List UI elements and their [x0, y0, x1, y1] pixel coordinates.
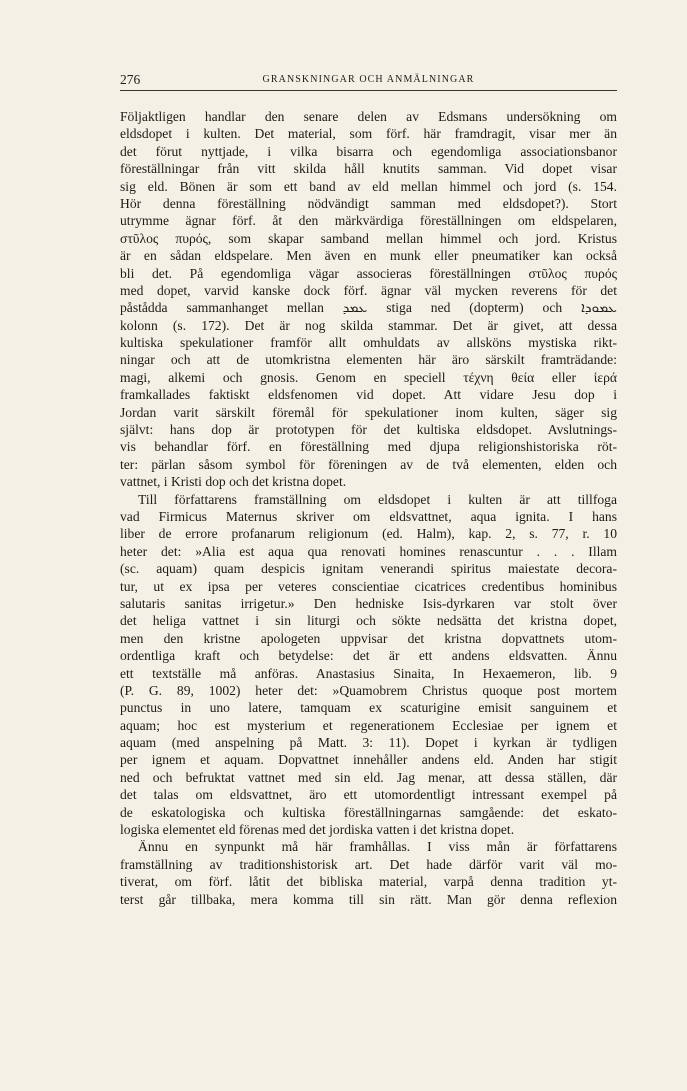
page-number: 276: [120, 72, 141, 87]
running-title: GRANSKNINGAR OCH ANMÄLNINGAR: [262, 74, 475, 85]
text-line: framställning av traditionshistorisk art. Det hade därför varit väl mo-: [120, 856, 617, 872]
body-text: [120, 108, 617, 908]
text-line: liber de errore profanarum religionum (ed. Halm), kap. 2, s. 77, r. 10: [120, 526, 617, 542]
text-line: vattnet, i Kristi dop och det kristna dopet.: [120, 474, 347, 490]
text-line: bli det. På egendomliga vägar associeras föreställningen στῦλος πυρός: [120, 265, 617, 281]
text-line: Till författarens framställning om eldsdopet i kulten är att tillfoga: [138, 491, 617, 507]
text-line: logiska elementet eld förenas med det jordiska vatten i det kristna dopet.: [120, 822, 515, 838]
text-line: framkallades faktiskt eldsfenomen vid dopet. Att vidare Jesu dop i: [120, 387, 617, 403]
text-line: (sc. aquam) quam despicis ignitam venerandi spiritus maiestate decora-: [120, 561, 617, 577]
text-line: tiverat, om förf. låtit det bibliska material, varpå denna tradition yt-: [120, 874, 617, 890]
text-line: ordentliga kraft och betydelse: det är ett andens eldsvatten. Ännu: [120, 648, 617, 664]
text-line: aquam; hoc est mysterium et regenerationem Ecclesiae per ignem et: [120, 717, 617, 733]
text-line: påstådda sammanhanget mellan ܥܡܕ stiga ned (dopterm) och ܥܡܘܕܐ: [120, 300, 618, 316]
text-line: Jordan varit särskilt föremål för spekulationer inom kulten, säger sig: [120, 404, 617, 420]
text-line: kolonn (s. 172). Det är nog skilda stammar. Det är givet, att dessa: [120, 317, 617, 333]
text-line: eldsdopet i kulten. Det material, som förf. här framdragit, visar mer än: [120, 126, 617, 142]
text-line: självt: hans dop är prototypen för det kultiska eldsdopet. Avslutnings-: [120, 422, 617, 438]
text-line: det förut nyttjade, i vilka bisarra och egendomliga associationsbanor: [120, 143, 617, 159]
text-line: ningar och att de utomkristna elementen här äro särskilt framträdande:: [120, 352, 617, 368]
text-line: aquam (med anspelning på Matt. 3: 11). Dopet i kyrkan är tydligen: [120, 735, 617, 751]
text-line: med dopet, varvid kanske dock förf. ägnar väl mycken reverens för det: [120, 282, 617, 298]
text-line: det heliga vattnet i sin liturgi och sökte nedsätta det kristna dopet,: [120, 613, 617, 629]
text-line: Ännu en synpunkt må här framhållas. I viss mån är författarens: [138, 839, 617, 855]
text-line: men den kristne apologeten uppvisar det kristna dopvattnets utom-: [120, 630, 617, 646]
text-line: föreställningar från vitt skilda håll knutits samman. Vid dopet visar: [120, 161, 617, 177]
text-line: kultiska spekulationer framför allt omhuldats av allsköns mystiska rikt-: [120, 335, 617, 351]
page-header: [120, 72, 617, 91]
text-line: magi, alkemi och gnosis. Genom en speciell τέχνη θεία eller ἱερά: [120, 369, 617, 385]
text-line: punctus in uno latere, tamquam ex scaturigine emisit sanguinem et: [120, 700, 617, 716]
text-line: sig eld. Bönen är som ett band av eld mellan himmel och jord (s. 154.: [120, 178, 617, 194]
text-line: terst går tillbaka, mera komma till sin rätt. Man gör denna reflexion: [120, 891, 617, 907]
text-line: per ignem et aquam. Dopvattnet innehåller andens eld. Anden har stigit: [120, 752, 617, 768]
text-line: στῦλος πυρός, som skapar samband mellan himmel och jord. Kristus: [120, 230, 617, 246]
text-line: ned och befruktat vattnet med sin eld. Jag menar, att dessa ställen, där: [120, 769, 617, 785]
text-line: tur, ut ex ipsa per veteres conscientiae cicatrices credentibus hominibus: [120, 578, 617, 594]
text-line: ter: pärlan såsom symbol för föreningen av de två elementen, elden och: [120, 456, 617, 472]
text-line: heter det: »Alia est aqua qua renovati homines renascuntur . . . Illam: [120, 543, 617, 559]
text-line: det talas om eldsvattnet, äro ett utomordentligt intressant exempel på: [120, 787, 617, 803]
text-line: (P. G. 89, 1002) heter det: »Quamobrem Christus quoque post mortem: [120, 682, 617, 698]
text-line: utrymme ägnar förf. åt den märkvärdiga föreställningen om eldspelaren,: [120, 213, 617, 229]
text-line: Hör denna föreställning nödvändigt samman med eldsdopet?). Stort: [120, 195, 617, 211]
text-line: vad Firmicus Maternus skriver om eldsvattnet, aqua ignita. I hans: [120, 508, 617, 524]
text-line: är en sådan eldspelare. Men även en munk eller pneumatiker kan också: [120, 248, 617, 264]
text-line: de eskatologiska och kultiska föreställningarnas samgående: det eskato-: [120, 804, 617, 820]
text-line: vis behandlar förf. en föreställning med djupa religionshistoriska röt-: [120, 439, 617, 455]
text-line: salutaris sanitas irrigetur.» Den hedniske Isis-dyrkaren var stolt över: [120, 595, 617, 611]
text-line: Följaktligen handlar den senare delen av Edsmans undersökning om: [120, 109, 617, 124]
text-line: ett textställe må anföras. Anastasius Sinaita, In Hexaemeron, lib. 9: [120, 665, 617, 681]
